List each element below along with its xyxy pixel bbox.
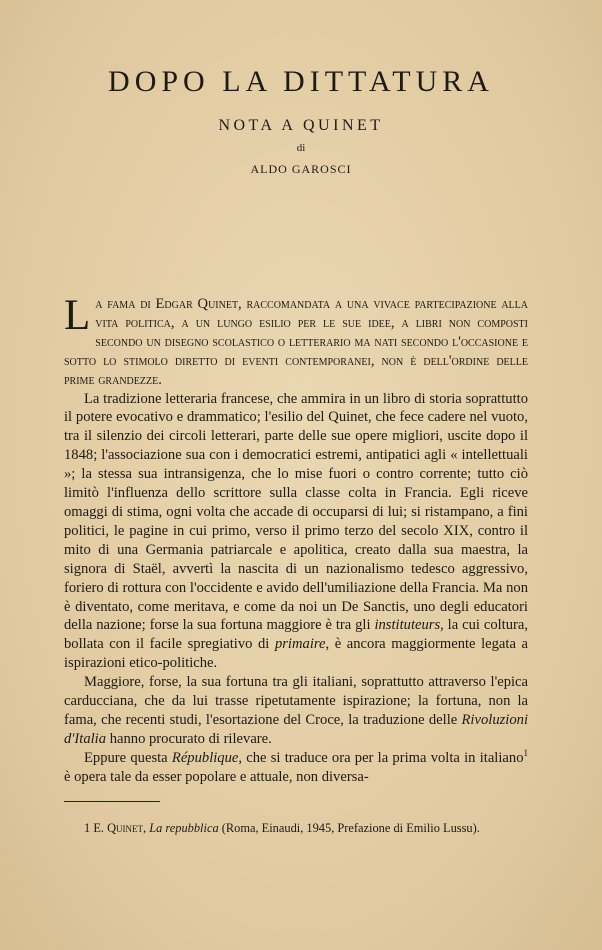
paragraph-4-text-c: è opera tale da esser popolare e attuale, non diversa- [64, 768, 369, 785]
paragraph-2-text-b: , la cui coltura, bollata con il facile spregiativo di [64, 617, 529, 653]
footnote-author: E. Quinet [93, 821, 144, 835]
paragraph-4 [64, 749, 528, 787]
footnote [64, 820, 528, 837]
paragraph-1-text: a fama di Edgar Quinet, raccomandata a una vivace partecipazione alla vita politica, a un lungo esilio per le sue idee, a libri non composti secondo un disegno scolastico o letterario ma nati secondo l'occasione e sotto lo stimolo diretto di eventi contemporanei, non è dell'ordine delle prime grandezze. [64, 296, 528, 388]
footnote-sep: , [143, 821, 150, 835]
paragraph-4-text-a: Eppure questa [84, 749, 172, 766]
paragraph-2-italic-2: primaire [274, 636, 326, 653]
paragraph-1 [64, 292, 528, 390]
paragraph-3-text-b: hanno procurato di rilevare. [106, 730, 272, 747]
article-body [64, 292, 529, 787]
paragraph-2-text-c: , è ancora maggiormente legata a ispirazioni etico-politiche. [64, 636, 528, 672]
paragraph-3-italic: Rivoluzioni d'Italia [64, 711, 528, 747]
footnote-reference[interactable]: 1 [523, 747, 528, 758]
paragraph-3-text-a: Maggiore, forse, la sua fortuna tra gli italiani, soprattutto attraverso l'epica carducciana, che da lui trasse ripetutamente ispirazione; la fortuna, non la fama, che recenti studi, l'esortazione del Croce, la traduzione delle [64, 674, 528, 728]
footnote-details: (Roma, Einaudi, 1945, Prefazione di Emilio Lussu). [218, 821, 480, 835]
author-name: ALDO GAROSCI [250, 162, 352, 176]
paragraph-4-text-b: , che si traduce ora per la prima volta in italiano [238, 749, 524, 766]
paragraph-2 [64, 390, 528, 674]
paragraph-2-text-a: La tradizione letteraria francese, che ammira in un libro di storia soprattutto il potere evocativo e drammatico; l'esilio del Quinet, che fece cadere nel vuoto, tra il silenzio dei circoli letterari, parte delle sue opere migliori, uscite dopo il 1848; l'associazione sua con i democratici estremi, antipatici agli « intellettuali »; la stessa sua intransigenza, che lo mise fuori o contro corrente; tutto ciò limitò l'influenza dello scrittore sulla classe colta in Francia. Egli riceve omaggi di stima, ogni volta che accade di occuparsi di lui; si ristampano, a fini politici, le pagine in cui primo, verso il primo terzo del secolo XIX, contro il mito di una Germania patriarcale e apolitica, creato dalla sua maestra, la signora di Staël, avvertì la nascita di un nazionalismo tedesco aggressivo, foriero di rottura con l'occidente e avido dell'umiliazione della Francia. Ma non è diventato, come meritava, e come da noi un De Sanctis, uno degli educatori della nazione; forse la sua fortuna maggiore è tra gli [64, 390, 528, 634]
page-title: DOPO LA DITTATURA [108, 65, 494, 98]
footnote-work: La repubblica [149, 821, 219, 835]
footnote-number: 1 [84, 821, 91, 835]
subtitle: NOTA A QUINET [218, 117, 384, 134]
paragraph-3 [64, 673, 528, 749]
byline-di: di [296, 142, 306, 154]
paragraph-2-italic-1: instituteurs [374, 617, 441, 634]
footnote-divider [64, 801, 160, 802]
drop-cap: L [64, 292, 91, 339]
paragraph-4-italic: République [171, 749, 239, 766]
